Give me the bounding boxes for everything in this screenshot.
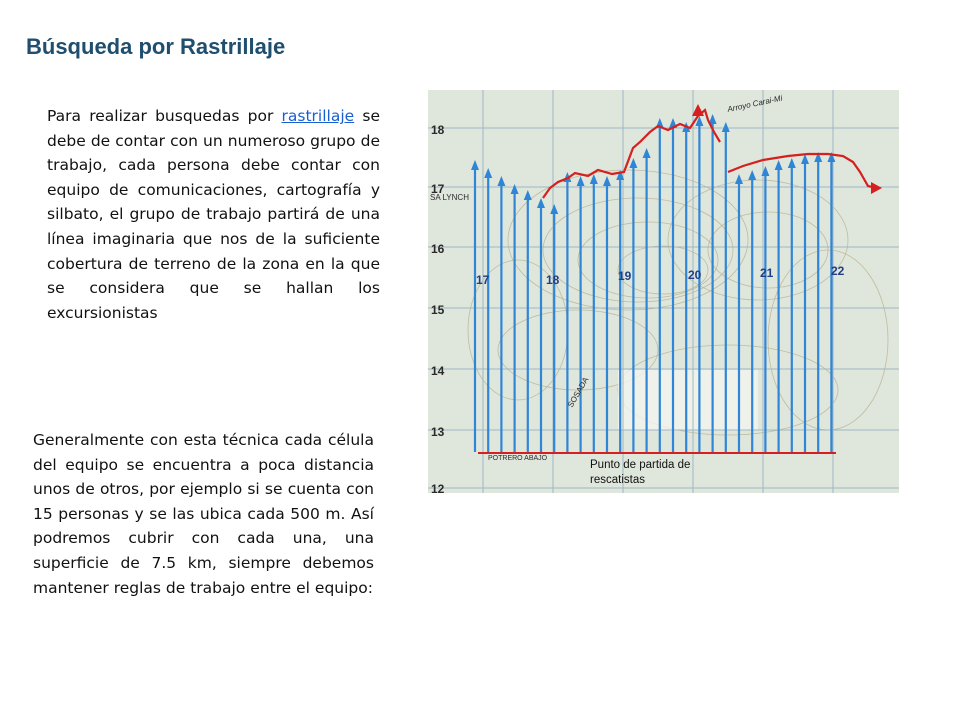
column-label: 17: [476, 273, 490, 287]
row-label: 15: [431, 303, 445, 317]
row-label: 18: [431, 123, 445, 137]
map-image: [428, 90, 899, 493]
start-label: rescatistas: [590, 474, 645, 486]
column-label: 21: [760, 266, 774, 280]
place-label: POTRERO ABAJO: [488, 455, 548, 462]
row-label: 12: [431, 482, 445, 493]
column-label: 19: [618, 269, 632, 283]
search-grid-map: [428, 90, 899, 493]
row-label: 17: [431, 182, 445, 196]
map-background: [428, 90, 899, 493]
stream-label: Arroyo Carai-Mi: [726, 93, 784, 114]
intro-text-end: se debe de contar con un numeroso grupo de trabajo, cada persona debe contar con equipo de comunicaciones, cartografía y silbato, el grupo de trabajo partirá de una línea imaginaria que nos de la suficiente cobertura de terreno de la zona en la que se considera que se hallan los excursionistas: [47, 107, 380, 322]
place-label: SOSADA: [565, 375, 591, 409]
intro-paragraph: [47, 104, 380, 325]
slide-title: Búsqueda por Rastrillaje: [26, 34, 286, 59]
row-label: 16: [431, 242, 445, 256]
row-label: 13: [431, 425, 445, 439]
place-label: SA LYNCH: [430, 193, 469, 202]
row-label: 14: [431, 364, 445, 378]
intro-text-start: Para realizar busquedas por: [47, 107, 282, 125]
column-label: 20: [688, 268, 702, 282]
column-label: 22: [831, 264, 845, 278]
rastrillaje-link[interactable]: rastrillaje: [281, 107, 355, 125]
technique-paragraph: Generalmente con esta técnica cada célula del equipo se encuentra a poca distancia unos de otros, por ejemplo si se cuenta con 15 personas y se las ubica cada 500 m. Así podremos cubrir con cada una, una superficie de 7.5 km, siempre debemos mantener reglas de trabajo entre el equipo:: [33, 431, 374, 597]
column-label: 18: [546, 273, 560, 287]
start-label: Punto de partida de: [590, 459, 691, 471]
clearing-area: [618, 370, 758, 430]
